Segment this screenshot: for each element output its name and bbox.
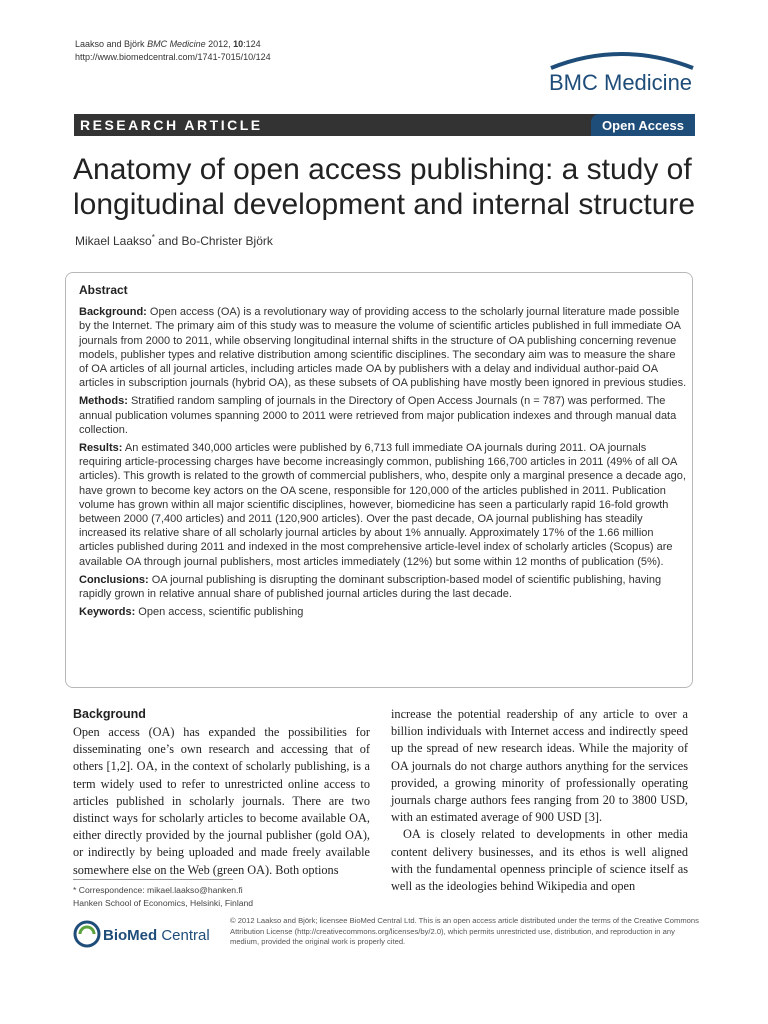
abstract [79,283,687,623]
bmc-arc-icon [551,54,693,68]
citation-journal: BMC Medicine [147,39,206,49]
body-paragraph: increase the potential readership of any article to over a billion individuals with Internet access and indirectly speed up the spread of new research ideas. While the majority of OA journals do not charge authors anything for the services provided, a growing minority of professionally operating journals charge authors fees ranging from 20 to 3800 USD, with an estimated average of 900 USD [3]. [391,707,688,825]
abstract-heading: Abstract [79,283,128,297]
abstract-box [65,272,693,688]
journal-logo [541,46,701,102]
citation-volume: 10 [233,39,244,49]
body-paragraph: OA is closely related to developments in other media content delivery businesses, and its ethos is well aligned with the fundamental openness principle of science itself as well as the ideologies behind Wikipedia and open [391,827,688,894]
citation-line [75,38,271,51]
abstract-keywords: Keywords: Open access, scientific publishing [79,606,304,619]
license-notice: © 2012 Laakso and Björk; licensee BioMed Central Ltd. This is an open access article distributed under the terms of the Creative Commons Attribution License (http://creativecommons.org/licenses/by/2.0), which permits unrestricted use, distribution, and reproduction in any medium, provided the original work is properly cited. [230,916,699,946]
footnote-divider [73,879,233,880]
article-type-label: RESEARCH ARTICLE [80,117,263,133]
section-heading-background: Background [73,707,146,721]
citation-url[interactable]: http://www.biomedcentral.com/1741-7015/10/124 [75,52,271,62]
biomed-central-icon [75,922,99,946]
svg-text:BioMed Central [103,927,210,944]
footnote [73,884,253,910]
article-type-banner [74,114,695,136]
publisher-logo-bold: BioMed [103,927,158,944]
citation-header [75,38,271,64]
abstract-background: Background: Open access (OA) is a revolutionary way of providing access to the scholarly journal literature made possible by the Internet. The primary aim of this study was to measure the volume of scientific articles published in full immediate OA journals from 2000 to 2011, while observing longitudinal internal shifts in the structure of OA publishing concerning revenue models, publisher types and relative distribution among scientific disciplines. The secondary aim was to measure the share of OA articles of all journal articles, including articles made OA by publishers with a delay and individual author-paid OA articles in subscription journals (hybrid OA), as these subsets of OA publishing have mostly been ignored in previous studies. [79,306,687,390]
citation-authors: Laakso and Björk [75,39,145,49]
open-access-badge: Open Access [591,114,695,136]
body-column-right [391,706,688,895]
publisher-logo-rest: Central [157,927,210,944]
journal-logo-text: BMC Medicine [549,70,693,95]
article-title: Anatomy of open access publishing: a study of longitudinal development and internal structure [73,153,696,221]
affiliation-note: Hanken School of Economics, Helsinki, Finland [73,898,254,908]
citation-year: 2012, [208,39,231,49]
publisher-logo [73,918,223,950]
author-list [75,233,273,248]
body-paragraph: Open access (OA) has expanded the possibilities for disseminating one’s own research and accessing that of others [1,2]. OA, in the context of scholarly publishing, is a term widely used to refer to unrestricted online access to articles published in scholarly journals. There are two distinct ways for scholarly articles to become available OA, either directly provided by the journal publisher (gold OA), or indirectly by being uploaded and made freely available somewhere else on the Web (green OA). Both options [73,725,370,877]
abstract-methods: Methods: Stratified random sampling of journals in the Directory of Open Access Journals (n = 787) was performed. The annual publication volumes spanning 2000 to 2011 were retrieved from major publication indexes and through manual data collection. [79,395,677,436]
citation-issue: :124 [243,39,261,49]
author-rest[interactable]: and Bo-Christer Björk [154,234,273,248]
corresponding-author-mark: * [151,233,155,242]
correspondence-note[interactable]: * Correspondence: mikael.laakso@hanken.fi [73,885,243,895]
abstract-conclusions: Conclusions: OA journal publishing is disrupting the dominant subscription-based model of scientific publishing, having rapidly grown in relative annual share of published journal articles during the last decade. [79,573,662,601]
body-column-left [73,706,370,879]
author-first[interactable]: Mikael Laakso [75,234,152,248]
abstract-results: Results: An estimated 340,000 articles were published by 6,713 full immediate OA journals during 2011. OA journals requiring article-processing charges have become increasingly common, publishing 166,700 articles in 2011 (49% of all OA articles). This growth is related to the growth of commercial publishers, who, despite only a marginal presence a decade ago, have grown to become key actors on the OA scene, responsible for 120,000 of the articles published in 2011. Publication volume has grown within all major scientific disciplines, however, biomedicine has seen a particularly rapid 16-fold growth between 2000 (7,400 articles) and 2011 (120,900 articles). Over the past decade, OA journal publishing has steadily increased its relative share of all scholarly journal articles by about 1% annually. Approximately 17% of the 1.66 million articles published during 2011 and indexed in the most comprehensive article-level index of scholarly articles (Scopus) are available OA through journal publishers, most articles immediately (12%) but some within 12 months of publication (5%). [79,442,686,568]
